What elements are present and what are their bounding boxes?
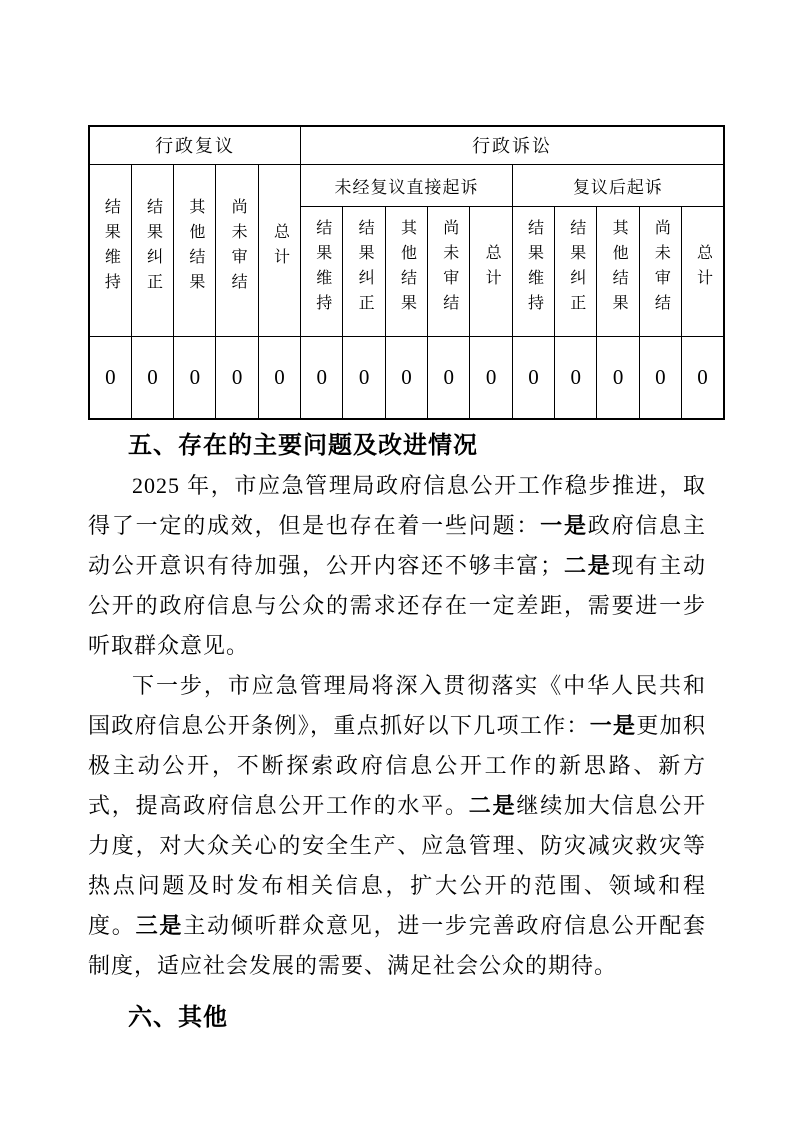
column-header-result-corrected	[555, 206, 597, 336]
table-value: 0	[597, 336, 639, 419]
column-header-result-upheld	[301, 206, 343, 336]
column-header-total	[258, 164, 300, 336]
column-header-other-result	[174, 164, 216, 336]
column-header-label: 尚未审结	[440, 218, 458, 319]
table-value: 0	[174, 336, 216, 419]
column-header-other-result	[385, 206, 427, 336]
paragraph-text: 更加积极主动公开，不断探索政府信息公开工作的新思路、新方式，提高政府信息公开工作的水平。	[88, 713, 706, 818]
column-header-total	[682, 206, 724, 336]
table-value: 0	[301, 336, 343, 419]
column-header-label: 结果维持	[525, 218, 543, 319]
group-header-administrative-litigation: 行政诉讼	[301, 126, 724, 164]
table-value: 0	[470, 336, 512, 419]
document-body	[88, 426, 706, 1038]
column-header-label: 其他结果	[398, 218, 416, 319]
table-value: 0	[89, 336, 131, 419]
paragraph-text: 2025 年，市应急管理局政府信息公开工作稳步推进，取得了一定的成效，但是也存在着一些问题：	[88, 473, 706, 538]
paragraph-text: 现有主动公开的政府信息与公众的需求还存在一定差距，需要进一步听取群众意见。	[88, 553, 706, 658]
column-header-label: 尚未审结	[229, 197, 247, 298]
column-header-label: 结果纠正	[144, 197, 162, 298]
column-header-result-upheld	[89, 164, 131, 336]
column-header-label: 总计	[694, 243, 712, 294]
column-header-label: 结果纠正	[356, 218, 374, 319]
section-5-heading: 五、存在的主要问题及改进情况	[128, 432, 478, 459]
paragraph-text: 政府信息主动公开意识有待加强，公开内容还不够丰富；	[88, 513, 706, 578]
table-value: 0	[639, 336, 681, 419]
paragraph-text: 主动倾听群众意见，进一步完善政府信息公开配套制度，适应社会发展的需要、满足社会公众的期待。	[88, 913, 706, 978]
column-header-label: 总计	[271, 222, 289, 273]
table-value: 0	[512, 336, 554, 419]
column-header-pending	[428, 206, 470, 336]
column-header-label: 结果纠正	[567, 218, 585, 319]
column-header-pending	[639, 206, 681, 336]
table-value: 0	[428, 336, 470, 419]
subgroup-header-after-reconsideration: 复议后起诉	[512, 164, 724, 206]
column-header-label: 其他结果	[610, 218, 628, 319]
paragraph-bold-marker: 三是	[135, 913, 184, 938]
column-header-label: 尚未审结	[652, 218, 670, 319]
section-5-paragraph-1	[88, 466, 706, 666]
table-value: 0	[131, 336, 173, 419]
litigation-statistics-table	[88, 125, 725, 420]
paragraph-bold-marker: 二是	[468, 793, 517, 818]
column-header-result-corrected	[343, 206, 385, 336]
column-header-pending	[216, 164, 258, 336]
column-header-total	[470, 206, 512, 336]
section-5-paragraph-2	[88, 666, 706, 986]
subgroup-header-direct-litigation: 未经复议直接起诉	[301, 164, 513, 206]
table-value: 0	[216, 336, 258, 419]
table-value: 0	[385, 336, 427, 419]
table-value: 0	[343, 336, 385, 419]
group-header-administrative-reconsideration: 行政复议	[89, 126, 301, 164]
column-header-result-upheld	[512, 206, 554, 336]
column-header-result-corrected	[131, 164, 173, 336]
paragraph-bold-marker: 二是	[563, 553, 612, 578]
paragraph-text: 继续加大信息公开力度，对大众关心的安全生产、应急管理、防灾减灾救灾等热点问题及时发布相关信息，扩大公开的范围、领域和程度。	[88, 793, 706, 938]
column-header-label: 其他结果	[186, 197, 204, 298]
paragraph-bold-marker: 一是	[540, 513, 588, 538]
paragraph-text: 下一步，市应急管理局将深入贯彻落实《中华人民共和国政府信息公开条例》，重点抓好以下几项工作：	[88, 673, 706, 738]
table-value: 0	[258, 336, 300, 419]
table-value: 0	[682, 336, 724, 419]
paragraph-bold-marker: 一是	[589, 713, 637, 738]
column-header-other-result	[597, 206, 639, 336]
column-header-label: 结果维持	[102, 197, 120, 298]
column-header-label: 总计	[483, 243, 501, 294]
section-6-heading: 六、其他	[128, 1004, 228, 1031]
table-value: 0	[555, 336, 597, 419]
column-header-label: 结果维持	[313, 218, 331, 319]
